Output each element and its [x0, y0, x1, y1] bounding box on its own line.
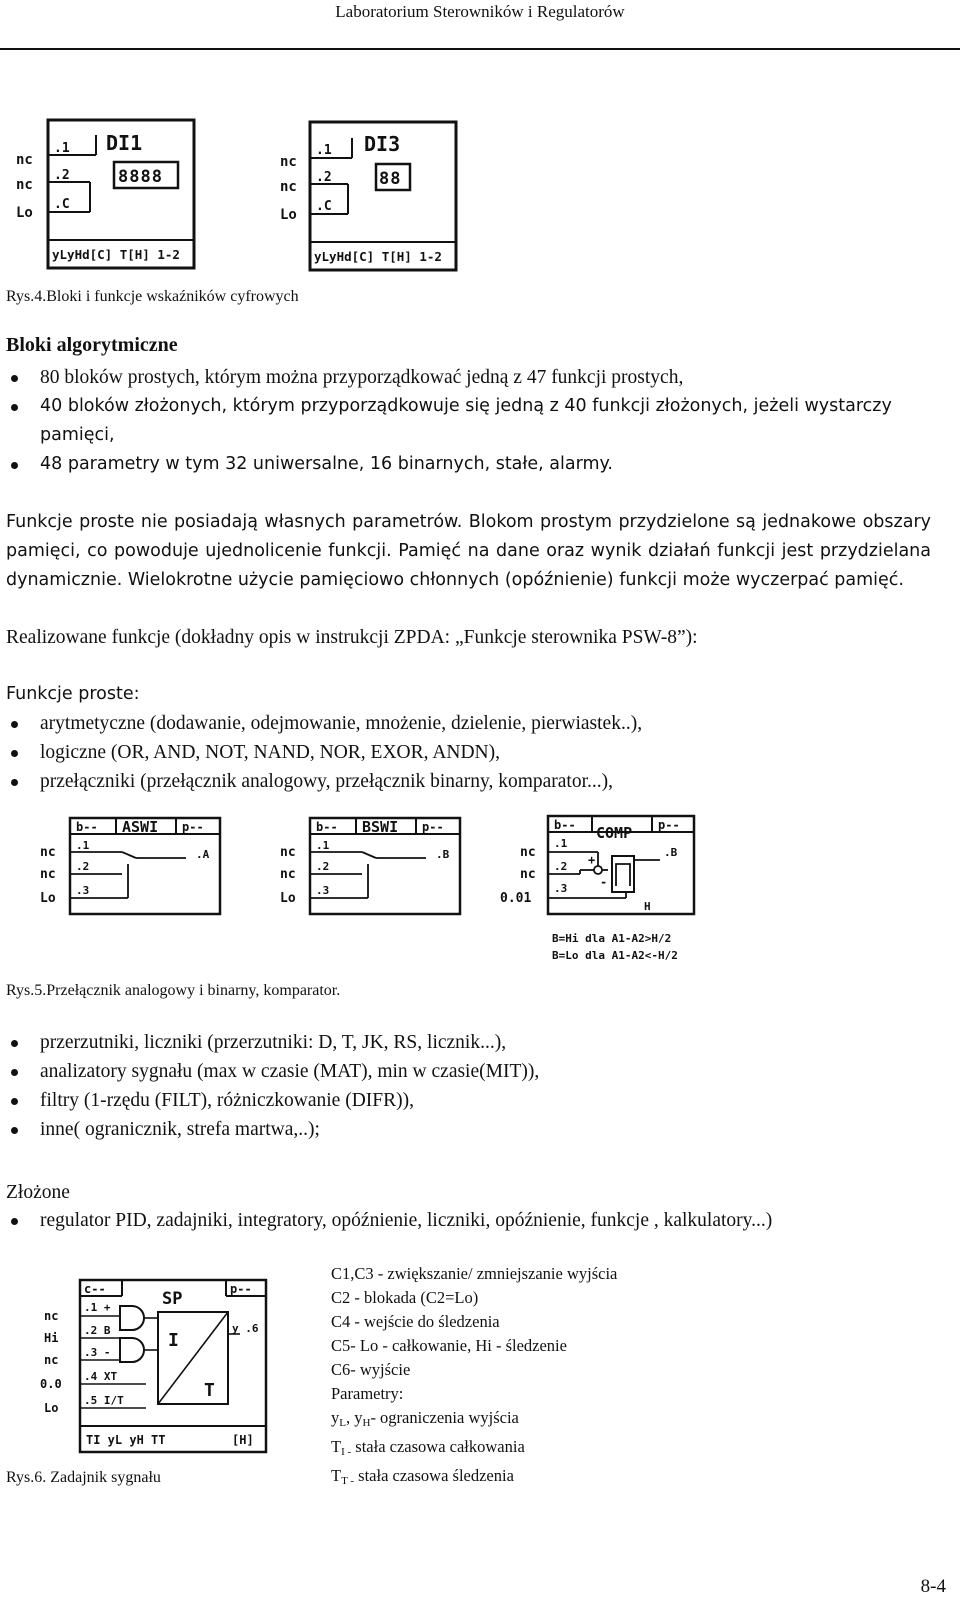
aswi-title: ASWI [122, 818, 159, 836]
sp-input-4: 0.0 [40, 1377, 62, 1391]
aswi-top-left: b-- [76, 820, 98, 834]
fig5-aswi-diagram [36, 812, 226, 918]
sp-port-4: .4 XT [84, 1370, 118, 1383]
comp-plus-sign: + [588, 853, 596, 867]
sp-params: TI yL yH TT [86, 1433, 166, 1447]
sp-input-2: Hi [44, 1331, 59, 1345]
fig4-di3-diagram [280, 118, 470, 274]
sp-port-2: .2 B [84, 1324, 111, 1337]
legend-line: C1,C3 - zwiększanie/ zmniejszanie wyjścia [331, 1264, 618, 1283]
sp-port-5: .5 I/T [84, 1394, 124, 1407]
page-number: 8-4 [920, 1576, 946, 1597]
di1-params: yLyHd[C] T[H] 1-2 [52, 247, 180, 262]
fig4-di1-diagram [10, 112, 200, 272]
di1-title: DI1 [106, 131, 143, 155]
sp-input-1: nc [44, 1309, 59, 1323]
algo-bullet-list [6, 363, 936, 479]
sp-top-right: p-- [230, 1282, 252, 1296]
aswi-output: .A [196, 848, 210, 861]
section-title-algo: Bloki algorytmiczne [6, 334, 178, 356]
aswi-top-right: p-- [182, 820, 204, 834]
comp-port-3: .3 [554, 882, 568, 895]
bswi-top-right: p-- [422, 820, 444, 834]
aswi-port-3: .3 [76, 884, 90, 897]
di3-input-2: nc [280, 179, 297, 195]
fig5-bswi-diagram [276, 812, 466, 918]
sp-input-3: nc [44, 1353, 59, 1367]
bswi-port-3: .3 [316, 884, 330, 897]
di3-display-digits: 88 [379, 169, 402, 189]
bswi-input-3: Lo [280, 891, 296, 906]
fig6-legend [331, 1262, 617, 1493]
di1-display-digits: 8888 [118, 167, 163, 187]
simple-functions-title: Funkcje proste: [6, 684, 140, 704]
bswi-title: BSWI [362, 818, 399, 836]
comp-note-1: B=Hi dla A1-A2>H/2 [552, 932, 672, 945]
aswi-input-2: nc [40, 867, 56, 882]
comp-top-right: p-- [658, 818, 680, 832]
comp-top-left: b-- [554, 818, 576, 832]
di3-port-2: .2 [316, 170, 332, 185]
list-item: przełączniki (przełącznik analogowy, przełącznik binarny, komparator...), [6, 767, 936, 796]
comp-note-2: B=Lo dla A1-A2<-H/2 [552, 949, 678, 962]
fig6-sp-diagram [36, 1276, 272, 1458]
bswi-input-1: nc [280, 845, 296, 860]
comp-minus-sign: - [600, 875, 608, 889]
sp-title: SP [162, 1289, 183, 1309]
legend-line: C5- Lo - całkowanie, Hi - śledzenie [331, 1336, 567, 1355]
di1-input-1: nc [16, 152, 33, 168]
fig5-caption: Rys.5.Przełącznik analogowy i binarny, komparator. [6, 982, 341, 999]
comp-input-2: nc [520, 867, 536, 882]
di3-input-1: nc [280, 154, 297, 170]
list-item: arytmetyczne (dodawanie, odejmowanie, mnożenie, dzielenie, pierwiastek..), [6, 709, 936, 738]
comp-input-3: 0.01 [500, 891, 532, 906]
complex-bullet-list [6, 1206, 806, 1235]
bswi-output: .B [436, 848, 450, 861]
list-item: przerzutniki, liczniki (przerzutniki: D, T, JK, RS, licznik...), [6, 1028, 936, 1057]
bswi-port-2: .2 [316, 860, 330, 873]
legend-line: C6- wyjście [331, 1360, 411, 1379]
list-item: logiczne (OR, AND, NOT, NAND, NOR, EXOR, ANDN), [6, 738, 936, 767]
comp-hysteresis-label: H [644, 900, 651, 913]
paragraph-simple-functions: Funkcje proste nie posiadają własnych parametrów. Blokom prostym przydzielone są jednakowe obszary pamięci, co powoduje ujednolicenie funkcji. Pamięć na dane oraz wynik działań funkcji jest przydzielana dynamicznie. Wielokrotne użycie pamięciowo chłonnych (opóźnienie) funkcji może wyczerpać pamięć. [6, 512, 931, 590]
sp-int-label: I [168, 1330, 179, 1351]
comp-output: .B [664, 846, 678, 859]
legend-line-limits: $y_L$, $y_H-$ ograniczenia wyjścia [331, 1408, 519, 1429]
complex-title: Złożone [6, 1182, 70, 1203]
di1-input-2: nc [16, 177, 33, 193]
sp-unit: [H] [232, 1433, 254, 1447]
paragraph-implemented-functions: Realizowane funkcje (dokładny opis w instrukcji ZPDA: „Funkcje sterownika PSW-8”): [6, 627, 698, 648]
sp-top-left: c-- [84, 1282, 106, 1296]
aswi-input-1: nc [40, 845, 56, 860]
comp-port-1: .1 [554, 837, 568, 850]
di3-params: yLyHd[C] T[H] 1-2 [314, 249, 442, 264]
di3-input-3: Lo [280, 207, 297, 223]
list-item: regulator PID, zadajniki, integratory, opóźnienie, liczniki, opóźnienie, funkcje , kalkulatory...) [6, 1206, 806, 1235]
legend-line: Parametry: [331, 1384, 404, 1403]
sp-port-3: .3 - [84, 1346, 111, 1359]
di1-port-1: .1 [54, 141, 70, 156]
legend-line: C2 - blokada (C2=Lo) [331, 1288, 479, 1307]
di3-port-1: .1 [316, 143, 332, 158]
sp-input-5: Lo [44, 1401, 59, 1415]
legend-line-tt: $T_{T -}$ stała czasowa śledzenia [331, 1466, 514, 1487]
di3-port-3: .C [316, 199, 332, 214]
simple-bullet-list [6, 709, 936, 796]
sp-output: y .6 [232, 1322, 259, 1335]
bswi-port-1: .1 [316, 839, 330, 852]
bswi-top-left: b-- [316, 820, 338, 834]
aswi-port-1: .1 [76, 839, 90, 852]
list-item: 48 parametry w tym 32 uniwersalne, 16 binarnych, stałe, alarmy. [6, 450, 936, 479]
list-item: inne( ogranicznik, strefa martwa,..); [6, 1115, 936, 1144]
sp-trk-label: T [204, 1380, 215, 1401]
list-item: analizatory sygnału (max w czasie (MAT), min w czasie(MIT)), [6, 1057, 936, 1086]
fig5-comp-diagram [500, 812, 710, 964]
page-header: Laboratorium Sterowników i Regulatorów [335, 2, 625, 21]
aswi-input-3: Lo [40, 891, 56, 906]
di1-port-2: .2 [54, 168, 70, 183]
fig6-caption: Rys.6. Zadajnik sygnału [6, 1469, 161, 1486]
header-rule [0, 48, 960, 50]
legend-line-ti: $T_{I -}$ stała czasowa całkowania [331, 1437, 525, 1458]
bswi-input-2: nc [280, 867, 296, 882]
comp-port-2: .2 [554, 860, 568, 873]
legend-line: C4 - wejście do śledzenia [331, 1312, 500, 1331]
aswi-port-2: .2 [76, 860, 90, 873]
comp-input-1: nc [520, 845, 536, 860]
comp-title: COMP [596, 824, 633, 842]
list-item: 40 bloków złożonych, którym przyporządkowuje się jedną z 40 funkcji złożonych, jeżeli wystarczy pamięci, [6, 392, 936, 450]
fig4-caption: Rys.4.Bloki i funkcje wskaźników cyfrowych [6, 288, 299, 305]
di1-port-3: .C [54, 197, 70, 212]
di3-title: DI3 [364, 132, 401, 156]
sp-port-1: .1 + [84, 1301, 111, 1314]
list-item: 80 bloków prostych, którym można przyporządkować jedną z 47 funkcji prostych, [6, 363, 936, 392]
list-item: filtry (1-rzędu (FILT), różniczkowanie (DIFR)), [6, 1086, 936, 1115]
di1-input-3: Lo [16, 205, 33, 221]
more-bullet-list [6, 1028, 936, 1144]
